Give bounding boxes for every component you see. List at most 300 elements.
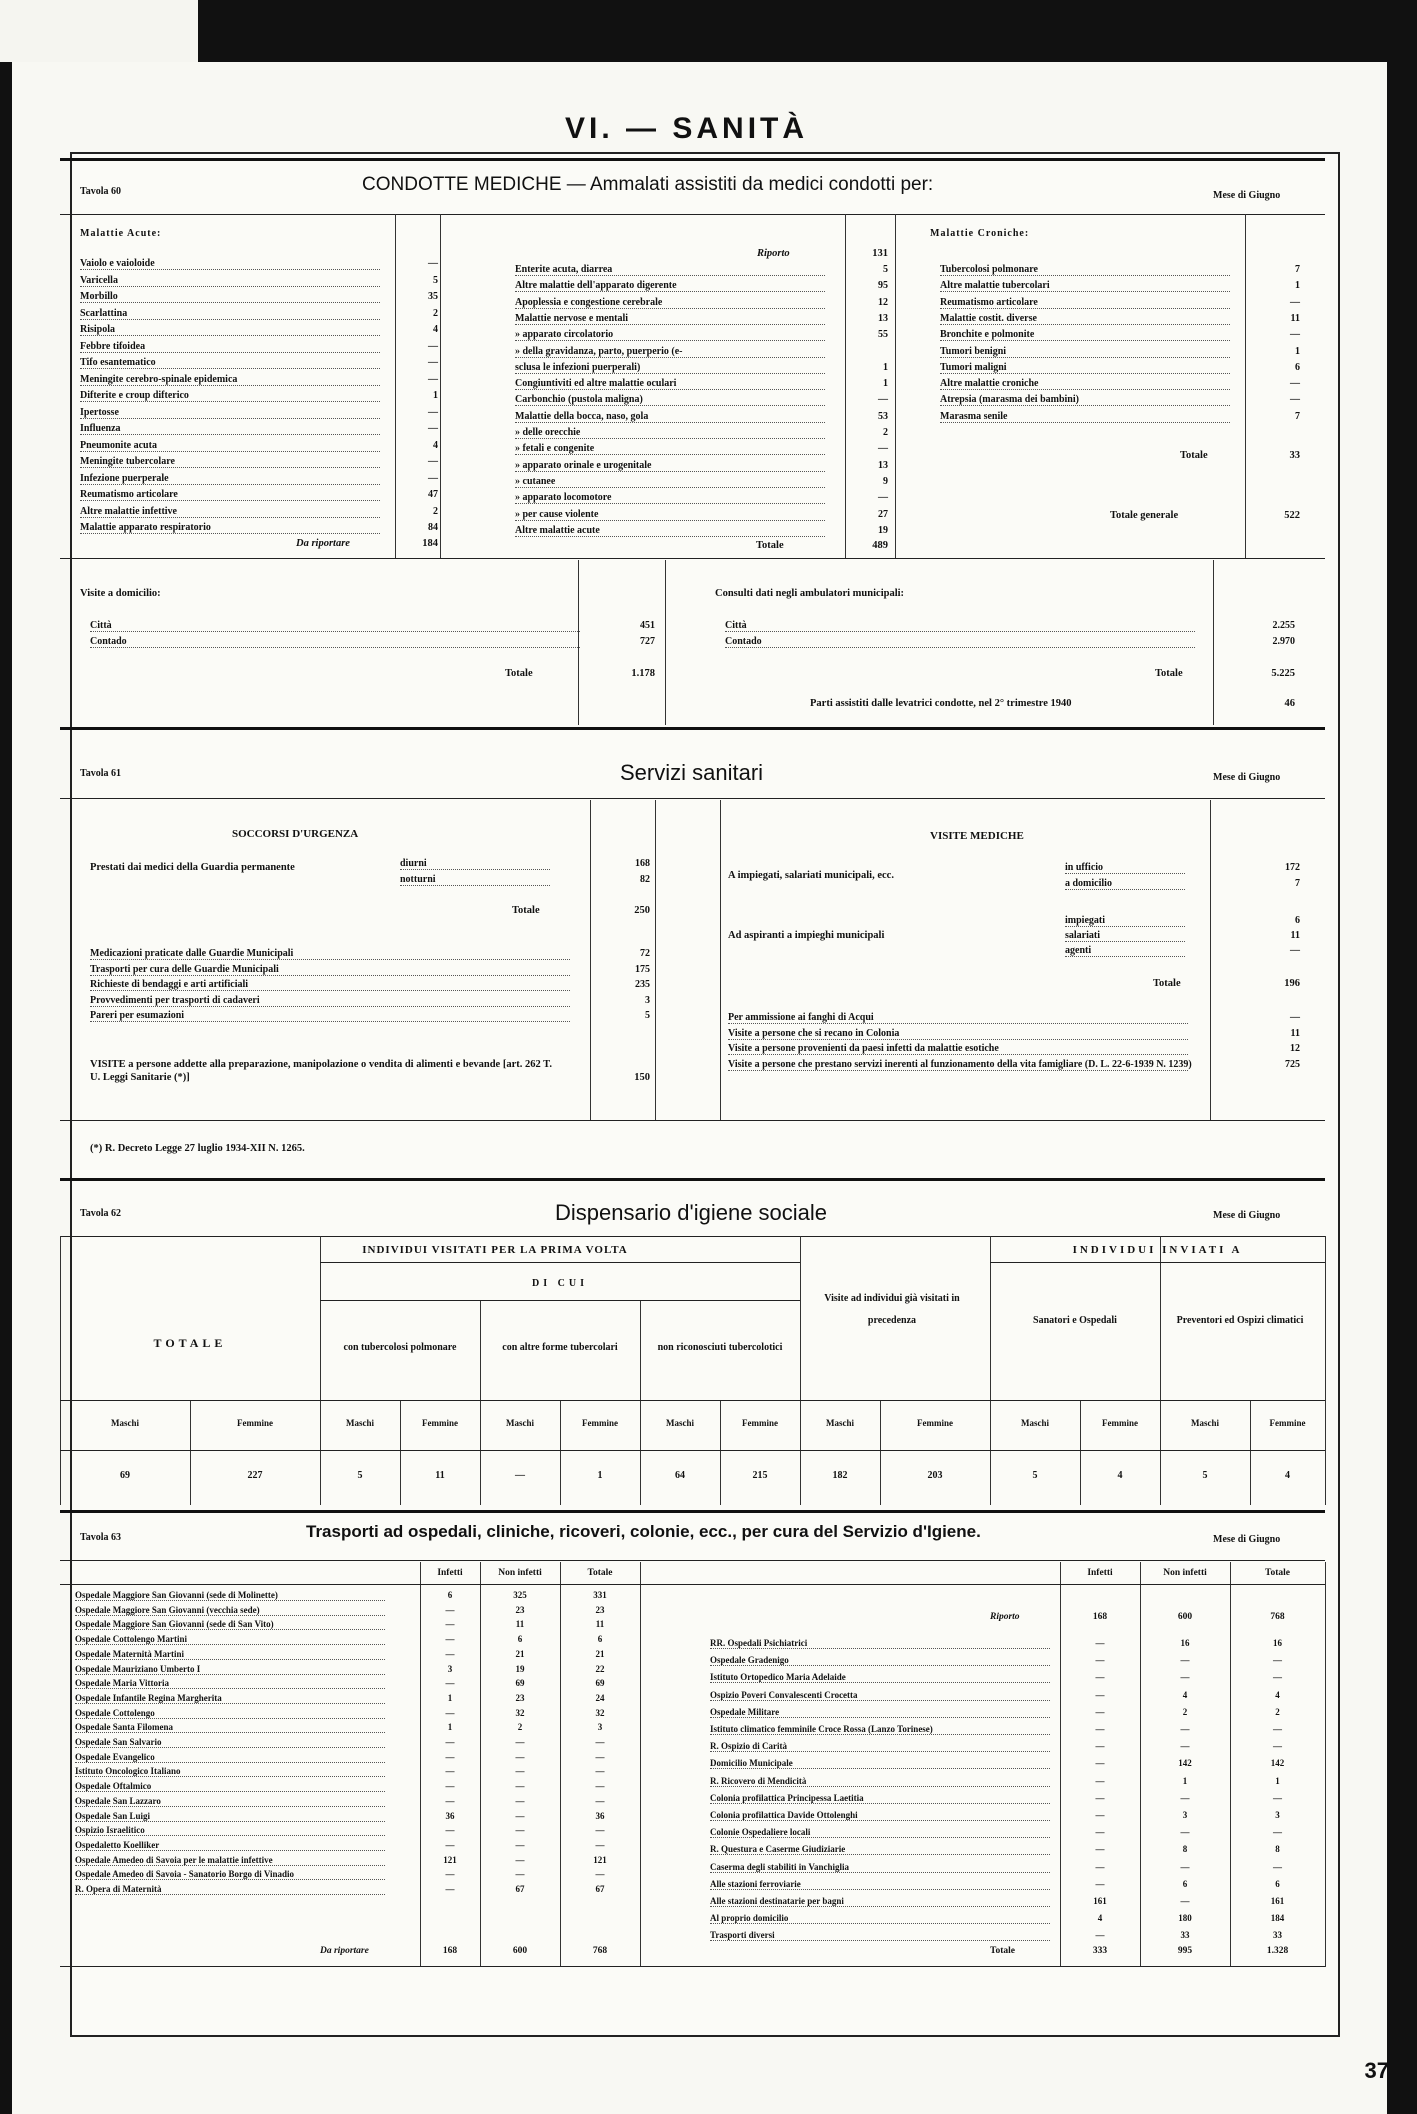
list-item-value: 172: [1285, 862, 1300, 873]
divider: [60, 1178, 1325, 1181]
list-item-value: 35: [428, 291, 438, 302]
table-cell: —: [595, 1766, 605, 1777]
table-cell: —: [1180, 1741, 1190, 1752]
list-item-value: 6: [1295, 361, 1300, 373]
list-item-value: 13: [878, 312, 888, 324]
header-sex: Femmine: [237, 1418, 273, 1428]
divider: [60, 727, 1325, 730]
total-value: 5.225: [1271, 668, 1295, 679]
row-label: R. Opera di Maternità: [75, 1884, 385, 1895]
table-cell: —: [1095, 1792, 1105, 1803]
list-item-label: Per ammissione ai fanghi di Acqui: [728, 1012, 1188, 1024]
row-label: Ospedale Maria Vittoria: [75, 1678, 385, 1689]
total-label: Da riportare: [320, 1946, 369, 1956]
list-item-value: 725: [1285, 1058, 1300, 1070]
table-cell: —: [1273, 1827, 1282, 1838]
births-value: 46: [1284, 698, 1295, 709]
header: Visite ad individui già visitati in precedenza: [824, 1293, 960, 1326]
table-cell: —: [1180, 1827, 1190, 1838]
column-header: Totale: [587, 1568, 613, 1578]
table-cell: —: [1273, 1792, 1282, 1803]
riporto-label: Riporto: [990, 1612, 1020, 1622]
list-item-value: 47: [428, 489, 438, 500]
col-rule: [1325, 1562, 1326, 1967]
table-cell: 23: [595, 1604, 605, 1615]
table-cell: 121: [443, 1854, 457, 1865]
list-item-value: —: [428, 406, 438, 418]
list-item-label: Città: [90, 620, 580, 632]
riporto-label: Riporto: [757, 248, 790, 259]
table-cell: 161: [1093, 1896, 1107, 1906]
list-item-label: Enterite acuta, diarrea: [515, 264, 825, 276]
list-item-label: Malattie nervose e mentali: [515, 313, 825, 325]
list-item-value: —: [878, 492, 888, 504]
row-rule: [60, 1966, 1325, 1967]
table-cell: —: [515, 1766, 525, 1777]
table-cell: —: [515, 1470, 525, 1481]
row-label: Trasporti diversi: [710, 1930, 1050, 1941]
month-label: Mese di Giugno: [1213, 1534, 1281, 1545]
column-header: Infetti: [1087, 1568, 1113, 1578]
col-rule: [1325, 1236, 1326, 1505]
header-sex: Maschi: [346, 1418, 374, 1428]
col-rule: [720, 800, 721, 1120]
table-title: Dispensario d'igiene sociale: [555, 1200, 828, 1225]
table-cell: —: [595, 1781, 605, 1792]
list-item-value: 2: [883, 427, 888, 438]
list-item-value: 5: [645, 1010, 650, 1021]
row-label: Alle stazioni destinatarie per bagni: [710, 1896, 1050, 1907]
list-item-label: Scarlattina: [80, 308, 380, 320]
list-item-value: 1: [883, 361, 888, 373]
list-item-value: 12: [1290, 1043, 1300, 1054]
list-item-label: » della gravidanza, parto, puerperio (e-: [515, 346, 825, 358]
table-cell: 8: [1275, 1844, 1280, 1855]
list-item-label: Visite a persone provenienti da paesi infetti da malattie esotiche: [728, 1043, 1188, 1055]
table-cell: —: [515, 1737, 525, 1747]
list-item-label: Altre malattie tubercolari: [940, 280, 1230, 292]
list-item-value: 1: [1295, 280, 1300, 292]
list-item-label: Pneumonite acuta: [80, 440, 380, 452]
riporto-cell: 168: [1092, 1612, 1108, 1622]
row-label: Colonie Ospedaliere locali: [710, 1827, 1050, 1838]
col-rule: [1210, 800, 1211, 1120]
col-rule: [880, 1400, 881, 1505]
table-cell: —: [595, 1737, 605, 1747]
list-item-label: Contado: [725, 636, 1195, 648]
table-cell: —: [1095, 1775, 1105, 1786]
col-rule: [1160, 1236, 1161, 1505]
list-item-label: Meningite tubercolare: [80, 456, 380, 468]
list-item-label: Risipola: [80, 324, 380, 336]
row-label: Ospedale San Luigi: [75, 1811, 385, 1822]
list-item-label: in ufficio: [1065, 862, 1185, 874]
header-sex: Maschi: [666, 1418, 694, 1428]
list-item-label: Varicella: [80, 275, 380, 287]
table-cell: —: [1095, 1827, 1105, 1838]
row-label: Istituto climatico femminile Croce Rossa (Lanzo Torinese): [710, 1724, 1050, 1735]
header: con altre forme tubercolari: [502, 1342, 618, 1353]
list-item-label: sclusa le infezioni puerperali): [515, 362, 825, 374]
table-cell: 6: [447, 1590, 453, 1600]
table-cell: —: [1095, 1724, 1105, 1734]
row-label: Ospizio Poveri Convalescenti Crocetta: [710, 1690, 1050, 1701]
table-cell: —: [1095, 1810, 1105, 1820]
list-item-label: impiegati: [1065, 915, 1185, 927]
table-cell: 6: [597, 1634, 603, 1645]
col-rule: [578, 560, 579, 725]
row-rule: [60, 1450, 1325, 1451]
table-cell: 4: [1097, 1913, 1103, 1924]
list-item-value: 175: [635, 963, 650, 975]
list-item-value: 5: [433, 274, 438, 286]
row-label: RR. Ospedali Psichiatrici: [710, 1638, 1050, 1649]
table-cell: —: [1180, 1724, 1190, 1734]
table-cell: —: [445, 1634, 455, 1645]
table-cell: 16: [1180, 1638, 1190, 1648]
table-cell: 36: [445, 1810, 455, 1821]
list-item-value: 72: [640, 948, 650, 959]
table-cell: —: [1095, 1844, 1105, 1855]
list-item-label: Reumatismo articolare: [80, 489, 380, 501]
table-cell: 21: [595, 1648, 605, 1659]
divider: [60, 1120, 1325, 1121]
table-cell: —: [445, 1825, 455, 1836]
header: non riconosciuti tubercolotici: [657, 1342, 783, 1353]
table-cell: —: [445, 1648, 455, 1659]
table-cell: 3: [597, 1722, 603, 1733]
table-label: Tavola 63: [80, 1532, 122, 1543]
table-cell: —: [1095, 1638, 1105, 1648]
list-item-label: notturni: [400, 874, 550, 886]
divider: [60, 798, 1325, 799]
row-rule: [320, 1262, 800, 1263]
list-item-label: Visite a persone che si recano in Colonia: [728, 1028, 1188, 1040]
table-cell: —: [1095, 1758, 1105, 1769]
list-item-label: » apparato locomotore: [515, 492, 825, 504]
total-label: Totale: [1155, 668, 1183, 679]
list-item-label: Malattie costit. diverse: [940, 313, 1230, 325]
table-cell: —: [515, 1825, 525, 1836]
header: con tubercolosi polmonare: [343, 1342, 457, 1353]
list-item-value: —: [428, 373, 438, 385]
col-rule: [895, 214, 896, 559]
footnote: (*) R. Decreto Legge 27 luglio 1934-XII N. 1265.: [90, 1143, 305, 1154]
table-cell: —: [1273, 1741, 1282, 1752]
table-cell: 23: [515, 1604, 525, 1615]
table-cell: 69: [595, 1678, 605, 1689]
row-rule: [60, 1584, 1325, 1585]
list-item-label: Altre malattie dell'apparato digerente: [515, 280, 825, 292]
list-item-label: Influenza: [80, 423, 380, 435]
row-label: Istituto Ortopedico Maria Adelaide: [710, 1672, 1050, 1683]
list-item-label: » cutanee: [515, 476, 825, 488]
row-label: Ospedale Cottolengo: [75, 1708, 385, 1719]
divider: [60, 214, 1325, 215]
table-cell: 2: [1275, 1706, 1280, 1717]
table-cell: —: [445, 1707, 455, 1718]
riporto-value: 131: [872, 248, 888, 259]
col-rule: [1245, 214, 1246, 559]
month-label: Mese di Giugno: [1213, 190, 1281, 201]
total-value: 1.178: [631, 668, 655, 679]
table-cell: —: [1095, 1655, 1105, 1666]
list-item-label: Altre malattie infettive: [80, 506, 380, 518]
table-cell: —: [595, 1839, 605, 1850]
table-cell: 227: [247, 1470, 263, 1481]
row-label: Ospedale Maggiore San Giovanni (sede di Molinette): [75, 1590, 385, 1601]
table-cell: 67: [515, 1884, 525, 1894]
table-cell: 6: [1182, 1878, 1188, 1889]
col-rule: [440, 214, 441, 559]
list-item-label: » delle orecchie: [515, 427, 825, 439]
table-cell: 215: [752, 1470, 768, 1481]
row-label: Ospedale San Lazzaro: [75, 1796, 385, 1807]
total-label: Totale: [756, 540, 784, 551]
table-label: Tavola 62: [80, 1208, 122, 1219]
table-title: Trasporti ad ospedali, cliniche, ricoveri, colonie, ecc., per cura del Servizio d'Igiene.: [306, 1522, 981, 1541]
row-label: R. Questura e Caserme Giudiziarie: [710, 1844, 1050, 1855]
table-cell: 6: [1275, 1878, 1280, 1889]
section-heading: VISITE MEDICHE: [930, 830, 1024, 842]
table-cell: 1: [447, 1722, 453, 1733]
list-item-value: —: [1290, 394, 1300, 406]
total-label: Totale: [990, 1946, 1015, 1956]
header: Sanatori e Ospedali: [1033, 1315, 1117, 1326]
table-cell: 142: [1270, 1758, 1285, 1769]
row-label: Ospedale Mauriziano Umberto I: [75, 1664, 385, 1675]
list-item-label: » per cause violente: [515, 509, 825, 521]
list-item-label: Congiuntiviti ed altre malattie oculari: [515, 378, 825, 390]
header: DI CUI: [532, 1278, 588, 1289]
table-cell: —: [515, 1795, 525, 1806]
table-cell: 5: [1032, 1470, 1038, 1481]
column-header: Non infetti: [1163, 1568, 1207, 1578]
row-label: Colonia profilattica Davide Ottolenghi: [710, 1810, 1050, 1821]
header: TOTALE: [153, 1336, 227, 1350]
list-item-label: Apoplessia e congestione cerebrale: [515, 297, 825, 309]
row-label: Ospedale Militare: [710, 1707, 1050, 1718]
col-rule: [1213, 560, 1214, 725]
list-item-value: 53: [878, 410, 888, 422]
list-item-label: Tumori benigni: [940, 346, 1230, 358]
total-cell: 768: [592, 1946, 608, 1956]
col-rule: [800, 1236, 801, 1505]
total-value: 184: [422, 538, 438, 549]
list-item-label: Altre malattie acute: [515, 525, 825, 537]
riporto-cell: 768: [1270, 1612, 1285, 1622]
total-value: 196: [1284, 978, 1300, 989]
header-sex: Maschi: [1191, 1418, 1219, 1428]
col-rule: [190, 1400, 191, 1505]
header-sex: Femmine: [1102, 1418, 1138, 1428]
col-rule: [320, 1236, 321, 1505]
total-value: 489: [872, 540, 888, 551]
row-label: Ospedale Maternità Martini: [75, 1649, 385, 1660]
list-item-value: 82: [640, 874, 650, 885]
total-label: Totale: [505, 668, 533, 679]
table-cell: 8: [1182, 1844, 1188, 1855]
table-cell: 16: [1273, 1638, 1282, 1648]
row-label: Ospedale Oftalmico: [75, 1781, 385, 1792]
table-cell: —: [595, 1825, 605, 1836]
table-cell: —: [595, 1869, 605, 1880]
grand-total-value: 522: [1284, 510, 1300, 521]
table-title: CONDOTTE MEDICHE — Ammalati assistiti da medici condotti per:: [362, 174, 934, 195]
table-cell: 1: [1182, 1775, 1188, 1786]
list-item-label: Morbillo: [80, 291, 380, 303]
col-rule: [640, 1562, 641, 1967]
table-cell: 2: [1182, 1706, 1188, 1717]
table-cell: —: [445, 1884, 455, 1894]
row-label: Ospedale Infantile Regina Margherita: [75, 1693, 385, 1704]
table-cell: —: [445, 1869, 455, 1880]
divider: [60, 1560, 1325, 1561]
table-cell: —: [445, 1766, 455, 1777]
table-cell: 33: [1180, 1930, 1190, 1941]
row-label: Ospedale Gradenigo: [710, 1655, 1050, 1666]
table-cell: —: [515, 1869, 525, 1880]
table-cell: —: [1095, 1689, 1105, 1700]
list-item-label: Città: [725, 620, 1195, 632]
list-item-value: —: [1290, 1012, 1300, 1023]
table-cell: 69: [515, 1678, 525, 1689]
divider: [60, 158, 1325, 161]
col-rule: [845, 214, 846, 559]
row-label: R. Ricovero di Mendicità: [710, 1776, 1050, 1787]
table-cell: —: [595, 1795, 605, 1806]
row-label: Ospedale Cottolengo Martini: [75, 1634, 385, 1645]
table-cell: —: [1273, 1724, 1282, 1734]
table-cell: —: [1273, 1861, 1282, 1872]
list-item-label: a domicilio: [1065, 878, 1185, 890]
list-item-label: » apparato orinale e urogenitale: [515, 460, 825, 472]
divider: [60, 558, 1325, 559]
row-label: Ospedale Maggiore San Giovanni (sede di San Vito): [75, 1619, 385, 1630]
table-cell: —: [515, 1781, 525, 1792]
table-cell: —: [515, 1854, 525, 1865]
list-item-label: » fetali e congenite: [515, 443, 825, 455]
table-cell: 22: [595, 1663, 605, 1674]
table-cell: 32: [515, 1707, 525, 1718]
total-label: Totale: [1180, 450, 1208, 461]
list-item-value: —: [428, 472, 438, 484]
total-label: Totale: [1153, 978, 1181, 989]
column-header: Totale: [1265, 1568, 1290, 1578]
table-cell: —: [1095, 1861, 1105, 1872]
table-cell: —: [1095, 1878, 1105, 1889]
table-cell: 11: [515, 1619, 525, 1630]
list-item-label: agenti: [1065, 945, 1185, 957]
list-item-value: 235: [635, 979, 650, 990]
col-rule: [400, 1400, 401, 1505]
header-sex: Maschi: [506, 1418, 534, 1428]
list-item-label: Malattie della bocca, naso, gola: [515, 411, 825, 423]
row-label: Ospedale Santa Filomena: [75, 1722, 385, 1733]
list-item-value: 4: [433, 324, 438, 335]
list-item-label: » apparato circolatorio: [515, 329, 825, 341]
table-cell: 142: [1178, 1758, 1192, 1769]
list-item-label: Bronchite e polmonite: [940, 329, 1230, 341]
list-item-value: 11: [1290, 930, 1300, 941]
visite-label: VISITE a persone addette alla preparazione, manipolazione o vendita di alimenti e bevande [art. 262 T. U. Leggi Sanitarie (*)]: [90, 1059, 553, 1083]
table-cell: 36: [595, 1810, 605, 1821]
list-item-value: 168: [635, 858, 650, 869]
list-item-value: —: [428, 357, 438, 368]
table-cell: —: [445, 1737, 455, 1747]
total-value: 33: [1289, 450, 1300, 461]
table-cell: —: [1095, 1672, 1105, 1683]
header-sex: Maschi: [826, 1418, 854, 1428]
list-item-value: 11: [1290, 312, 1300, 324]
table-cell: 331: [593, 1590, 607, 1600]
row-label: Al proprio domicilio: [710, 1913, 1050, 1924]
table-cell: 182: [832, 1470, 848, 1481]
list-item-value: 4: [433, 439, 438, 451]
list-item-label: Richieste di bendaggi e arti artificiali: [90, 979, 570, 991]
list-item-value: 7: [1295, 878, 1300, 889]
row-label: Ospedaletto Koelliker: [75, 1840, 385, 1851]
table-cell: —: [445, 1781, 455, 1792]
table-cell: 161: [1270, 1896, 1285, 1906]
list-item-value: 11: [1290, 1027, 1300, 1039]
list-item-label: Marasma senile: [940, 411, 1230, 423]
header-sex: Femmine: [422, 1418, 458, 1428]
header-sex: Femmine: [917, 1418, 953, 1428]
table-cell: —: [1095, 1706, 1105, 1717]
list-item-value: 2.970: [1272, 636, 1295, 647]
header-sex: Maschi: [111, 1418, 139, 1428]
list-item-label: Meningite cerebro-spinale epidemica: [80, 374, 380, 386]
list-item-value: 5: [883, 264, 888, 275]
list-item-label: Medicazioni praticate dalle Guardie Municipali: [90, 948, 570, 960]
list-item-label: Visite a persone che prestano servizi inerenti al funzionamento della vita famigliare (D. L. 22-6-1939 N. 1239): [728, 1058, 1192, 1070]
list-item-label: Tumori maligni: [940, 362, 1230, 374]
table-cell: 67: [595, 1884, 605, 1894]
col-rule: [590, 800, 591, 1120]
table-cell: 4: [1285, 1470, 1290, 1481]
list-item-value: —: [428, 423, 438, 434]
list-item-value: —: [1290, 945, 1300, 956]
col-rule: [990, 1236, 991, 1505]
list-item-value: —: [1290, 296, 1300, 308]
table-cell: 32: [595, 1707, 605, 1718]
list-item-value: 2: [433, 505, 438, 517]
total-cell: 168: [442, 1946, 458, 1956]
list-item-label: Ipertosse: [80, 407, 380, 419]
table-cell: —: [515, 1751, 525, 1762]
list-item-value: 1: [1295, 345, 1300, 357]
total-cell: 1.328: [1266, 1946, 1289, 1956]
column-header: Non infetti: [498, 1568, 542, 1578]
list-item-value: —: [1290, 329, 1300, 341]
list-item-label: Trasporti per cura delle Guardie Municipali: [90, 964, 570, 976]
table-cell: 325: [513, 1590, 527, 1600]
table-cell: 184: [1270, 1913, 1285, 1924]
scan-margin: [0, 0, 198, 62]
table-cell: —: [1180, 1655, 1190, 1666]
total-value: 250: [634, 905, 650, 916]
list-item-value: —: [1290, 378, 1300, 390]
header: INDIVIDUI INVIATI A: [1072, 1244, 1243, 1256]
row-rule: [990, 1262, 1325, 1263]
list-item-label: Pareri per esumazioni: [90, 1010, 570, 1022]
list-item-value: —: [878, 443, 888, 455]
impiegati-label: A impiegati, salariati municipali, ecc.: [728, 870, 894, 881]
list-item-value: 95: [878, 280, 888, 292]
header-sex: Femmine: [742, 1418, 778, 1428]
section-heading: Malattie Acute:: [80, 228, 162, 239]
